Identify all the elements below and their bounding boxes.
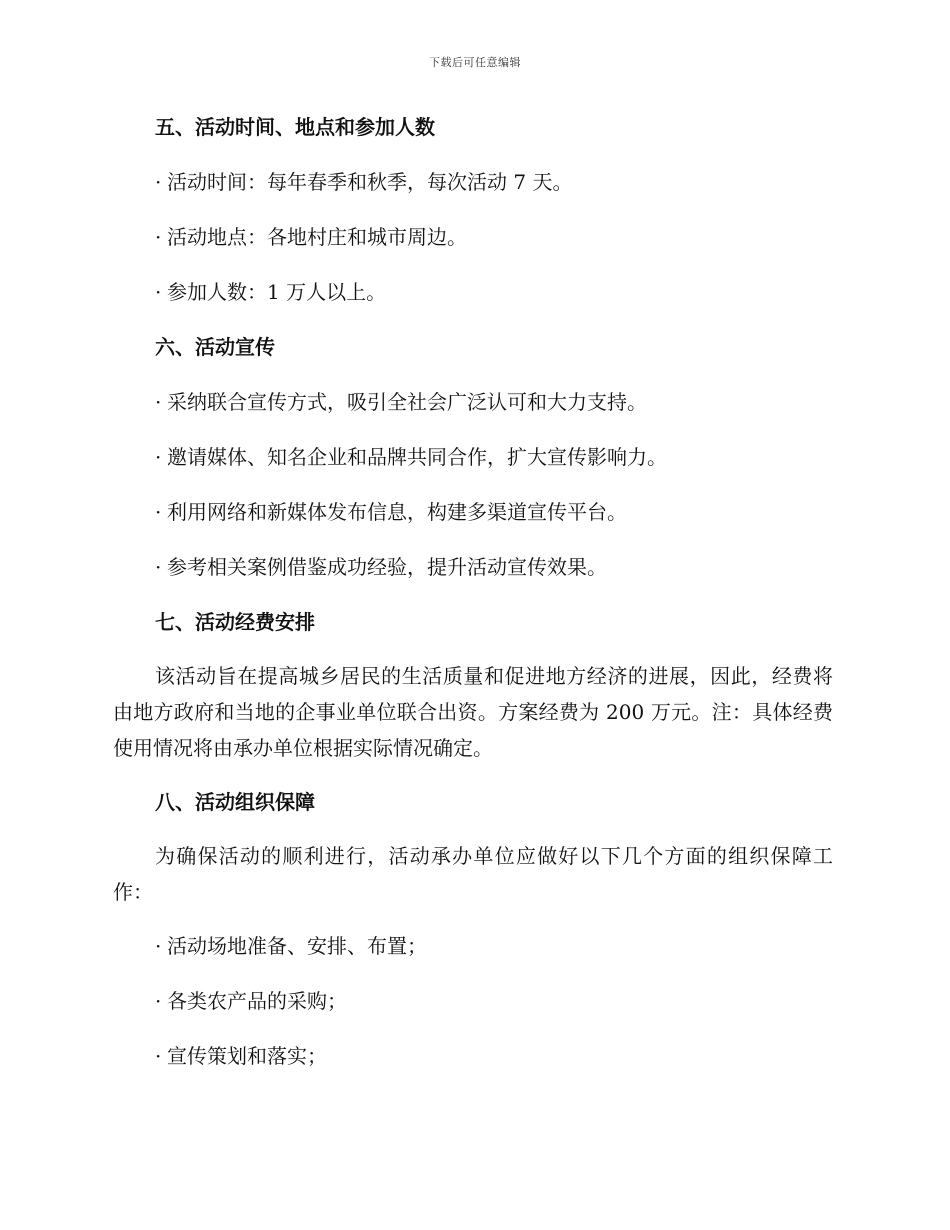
page-header: 下载后可任意编辑 bbox=[429, 56, 521, 69]
section-heading-7: 七、活动经费安排 bbox=[155, 610, 315, 634]
list-item: · 利用网络和新媒体发布信息，构建多渠道宣传平台。 bbox=[113, 493, 833, 531]
list-item: · 宣传策划和落实； bbox=[113, 1037, 833, 1075]
section-heading-5: 五、活动时间、地点和参加人数 bbox=[155, 115, 435, 139]
section-heading-6: 六、活动宣传 bbox=[155, 335, 275, 359]
list-item: · 活动地点：各地村庄和城市周边。 bbox=[113, 218, 833, 256]
section-heading-8: 八、活动组织保障 bbox=[155, 790, 315, 814]
list-item: · 采纳联合宣传方式，吸引全社会广泛认可和大力支持。 bbox=[113, 383, 833, 421]
bullet-icon: · bbox=[155, 170, 162, 194]
bullet-icon: · bbox=[155, 390, 162, 414]
list-item: · 活动场地准备、安排、布置； bbox=[113, 927, 833, 965]
bullet-icon: · bbox=[155, 555, 162, 579]
bullet-icon: · bbox=[155, 1044, 162, 1068]
bullet-icon: · bbox=[155, 500, 162, 524]
list-item: · 各类农产品的采购； bbox=[113, 982, 833, 1020]
bullet-icon: · bbox=[155, 934, 162, 958]
list-item: · 邀请媒体、知名企业和品牌共同合作，扩大宣传影响力。 bbox=[113, 438, 833, 476]
document-body bbox=[113, 108, 833, 1092]
bullet-icon: · bbox=[155, 445, 162, 469]
body-paragraph: 为确保活动的顺利进行，活动承办单位应做好以下几个方面的组织保障工作： bbox=[113, 844, 833, 904]
list-item: · 参加人数：1 万人以上。 bbox=[113, 273, 833, 311]
bullet-icon: · bbox=[155, 989, 162, 1013]
bullet-icon: · bbox=[155, 225, 162, 249]
list-item: · 参考相关案例借鉴成功经验，提升活动宣传效果。 bbox=[113, 548, 833, 586]
bullet-icon: · bbox=[155, 280, 162, 304]
body-paragraph: 该活动旨在提高城乡居民的生活质量和促进地方经济的进展，因此，经费将由地方政府和当地的企事业单位联合出资。方案经费为 200 万元。注：具体经费使用情况将由承办单位根据实际情况确定。 bbox=[113, 664, 833, 760]
list-item: · 活动时间：每年春季和秋季，每次活动 7 天。 bbox=[113, 163, 833, 201]
